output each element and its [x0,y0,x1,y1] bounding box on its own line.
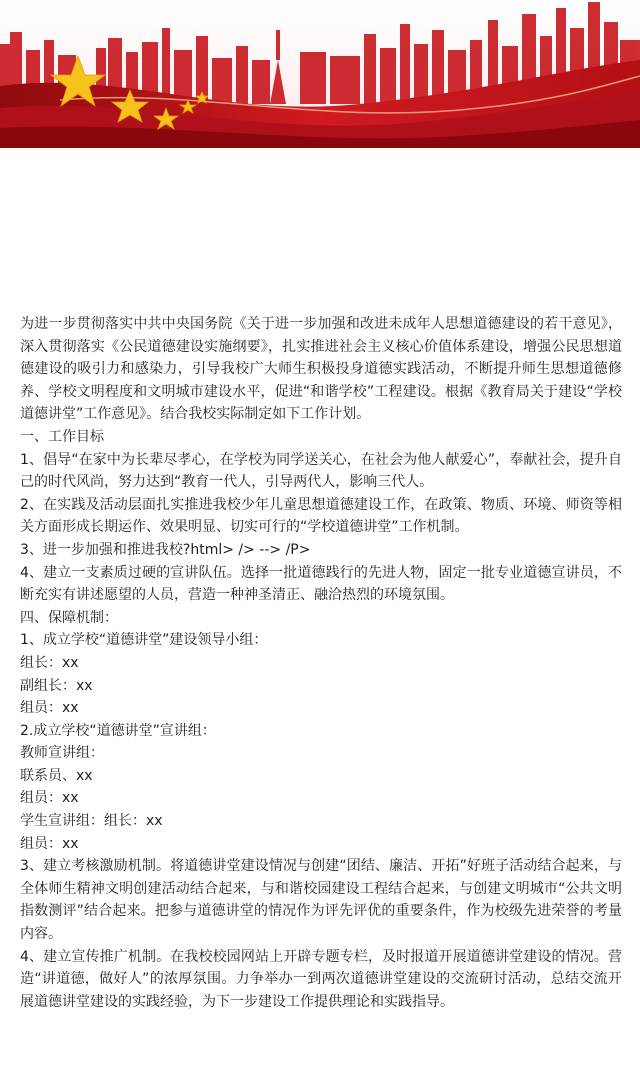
member-line: 组员：xx [20,790,79,807]
member-line: 组员：xx [20,835,79,852]
goal-item-4: 4、建立一支素质过硬的宣讲队伍。选择一批道德践行的先进人物，固定一批专业道德宣讲员，不断充实有讲述愿望的人员，营造一种神圣清正、融洽热烈的环境氛围。 [20,564,622,604]
section-heading-mechanism: 四、保障机制： [20,609,118,626]
deputy-leader-line: 副组长：xx [20,677,93,694]
contact-line: 联系员、xx [20,767,93,784]
goal-item-1: 1、倡导“在家中为长辈尽孝心，在学校为同学送关心，在社会为他人献爱心”，奉献社会，提升自己的时代风尚，努力达到“教育一代人，引导两代人，影响三代人。 [20,451,622,491]
skyline-banner-graphic [0,0,640,148]
goal-item-2: 2、在实践及活动层面扎实推进我校少年儿童思想道德建设工作，在政策、物质、环境、师资等相关方面形成长期运作、效果明显、切实可行的“学校道德讲堂”工作机制。 [20,496,622,536]
mechanism-item-4: 4、建立宣传推广机制。在我校校园网站上开辟专题专栏，及时报道开展道德讲堂建设的情况。营造“讲道德，做好人”的浓厚氛围。力争举办一到两次道德讲堂建设的交流研讨活动，总结交流开展道德讲堂建设的实践经验，为下一步建设工作提供理论和实践指导。 [20,948,622,1010]
mechanism-item-1: 1、成立学校“道德讲堂”建设领导小组： [20,632,268,649]
teacher-group-line: 教师宣讲组： [20,745,104,762]
article-body [0,313,640,1013]
member-line: 组员：xx [20,700,79,717]
mechanism-item-3: 3、建立考核激励机制。将道德讲堂建设情况与创建“团结、廉洁、开拓”好班子活动结合起来，与全体师生精神文明创建活动结合起来，与和谐校园建设工程结合起来，与创建文明城市“公共文明指数测评”结合起来。把参与道德讲堂的情况作为评先评优的重要条件，作为校级先进荣誉的考量内容。 [20,858,622,943]
goal-item-3: 3、进一步加强和推进我校?html> /> --> /P> [20,541,311,558]
mechanism-item-2: 2.成立学校“道德讲堂”宣讲组： [20,722,216,739]
intro-paragraph: 为进一步贯彻落实中共中央国务院《关于进一步加强和改进未成年人思想道德建设的若干意见》，深入贯彻落实《公民道德建设实施纲要》，扎实推进社会主义核心价值体系建设，增强公民思想道德建设的吸引力和感染力，引导我校广大师生积极投身道德实践活动，不断提升师生思想道德修养、学校文明程度和文明城市建设水平，促进“和谐学校”工程建设。根据《教育局关于建设“学校道德讲堂”工作意见》。结合我校实际制定如下工作计划。 [20,316,622,423]
section-heading-goals: 一、工作目标 [20,428,104,445]
header-banner [0,0,640,148]
leader-line: 组长：xx [20,654,79,671]
student-group-line: 学生宣讲组：组长：xx [20,813,163,830]
